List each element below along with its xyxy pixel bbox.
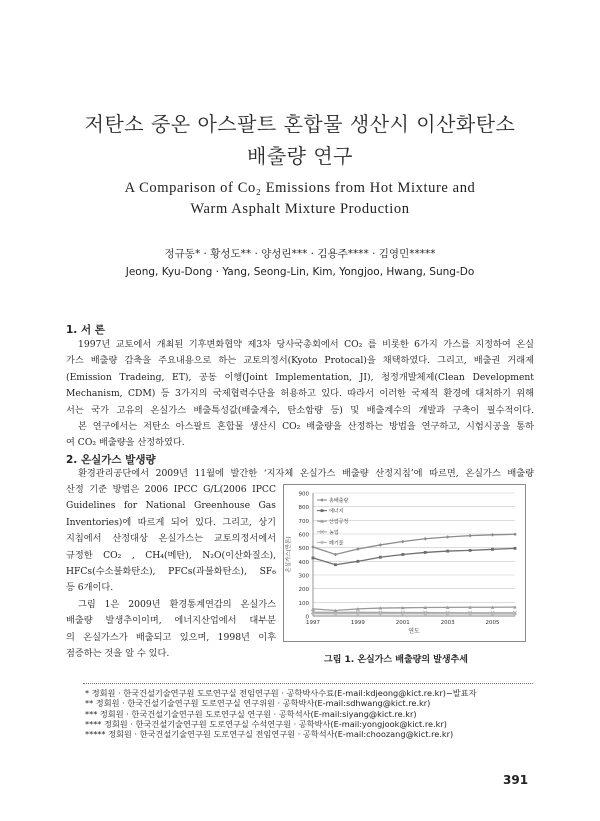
section2-line: 배출량 발생추이이며, 에너지산업에서 대부분 [66, 615, 276, 627]
title-korean-line1: 저탄소 중온 아스팔트 혼합물 생산시 이산화탄소 [84, 112, 516, 136]
footnote-divider [83, 683, 533, 684]
y-tick-label: 500 [298, 546, 309, 553]
legend-label: 농업 [329, 529, 339, 536]
y-tick-label: 900 [298, 491, 309, 498]
data-point [469, 549, 472, 552]
title-english-line1: A Comparison of Co₂ Emissions from Hot Mixture and [124, 180, 476, 196]
title-korean-line2: 배출량 연구 [247, 144, 353, 168]
x-tick-label: 2005 [485, 620, 500, 626]
section2-line: 환경관리공단에서 2009년 11월에 발간한 ‘지자체 온실가스 배출량 산정지침’에 따르면, 온실가스 배출량 [78, 468, 534, 479]
section1-line: 본 연구에서는 저탄소 아스팔트 혼합물 생산시 CO₂ 배출량을 산정하는 방법을 연구하고, 시험시공을 통하 [78, 421, 534, 433]
section1-line: 가스 배출량 감축을 주요내용으로 하는 교토의정서(Kyoto Protocal)을 채택하였다. 그리고, 배출권 거래제 [66, 355, 534, 367]
section2-body-full [66, 466, 534, 482]
x-tick-label: 1999 [350, 620, 365, 626]
figure-caption: 그림 1. 온실가스 배출량의 발생추세 [324, 655, 468, 665]
authors-korean: 정규동* · 황성도** · 양성린*** · 김용주**** · 김영민***** [164, 248, 436, 260]
section1-line: Mechanism, CDM) 등 3가지의 국제협력수단을 허용하고 있다. 따라서 이러한 국제적 환경에 대처하기 위해 [66, 388, 534, 400]
y-axis-label: 온실가스(만톤) [286, 536, 292, 573]
title-english-line2: Warm Asphalt Mixture Production [190, 201, 410, 217]
footnote-4: **** 정회원 · 한국건설기술연구원 도로연구실 수석연구원 · 공학박사(E-mail:yongjook@kict.re.kr) [85, 718, 447, 729]
y-tick-label: 300 [298, 573, 309, 580]
data-point [424, 551, 427, 554]
section2-body-column [66, 482, 276, 662]
x-tick-label: 2001 [395, 620, 410, 626]
legend-label: 산업공정 [329, 519, 349, 526]
section1-line: 여 CO₂ 배출량을 산정하였다. [66, 437, 185, 449]
footnote-1: * 정회원 · 한국건설기술연구원 도로연구실 전임연구원 · 공학박사수료(E-mail:kdjeong@kict.re.kr)−발표자 [85, 688, 477, 698]
emissions-trend-chart [283, 484, 526, 642]
y-tick-label: 800 [298, 505, 309, 512]
footnote-2: ** 정회원 · 한국건설기술연구원 도로연구실 연구위원 · 공학박사(E-mail:sdhwang@kict.re.kr) [85, 698, 431, 709]
section2-line: 점증하는 것을 알 수 있다. [66, 648, 170, 660]
x-tick-label: 2003 [440, 620, 455, 626]
section1-line: 1997년 교토에서 개최된 기후변화협약 제3차 당사국총회에서 CO₂ 를 비롯한 6가지 가스를 지정하여 온실 [78, 339, 534, 350]
section2-line: 그림 1은 2009년 환경통계연감의 온실가스 [78, 598, 276, 610]
y-tick-label: 200 [298, 587, 309, 594]
y-tick-label: 700 [298, 518, 309, 525]
legend-label: 총배출량 [329, 498, 349, 504]
data-point [312, 556, 315, 559]
footnotes [85, 688, 476, 739]
section1-body [66, 337, 534, 452]
section2-line: 등 6개이다. [66, 582, 114, 594]
section2-line: 지침에서 산정대상 온실가스는 교토의정서에서 [66, 533, 276, 545]
x-axis-label: 연도 [408, 628, 420, 635]
section1-line: 서는 국가 고유의 온실가스 배출특성값(배출계수, 탄소함량 등) 및 배출계수의 개발과 구축이 필수적이다. [66, 404, 534, 416]
section2-heading: 2. 온실가스 발생량 [66, 454, 156, 466]
data-point [401, 553, 404, 556]
section2-line: 의 온실가스가 배출되고 있으며, 1998년 이후 [66, 631, 276, 643]
data-point [491, 548, 494, 551]
data-point [514, 547, 517, 550]
series-line [313, 612, 515, 613]
authors-english: Jeong, Kyu-Dong · Yang, Seong-Lin, Kim, Yongjoo, Hwang, Sung-Do [125, 266, 475, 278]
section2-line: Guidelines for National Greenhouse Gas [66, 500, 276, 512]
data-point [379, 556, 382, 559]
y-tick-label: 400 [298, 559, 309, 566]
section2-line: 규정한 CO₂ , CH₄(메탄), N₂O(이산화질소), [66, 549, 276, 561]
data-point [334, 563, 337, 566]
x-tick-label: 1997 [306, 620, 320, 626]
data-point [321, 509, 324, 512]
legend-label: 폐기물 [329, 540, 344, 547]
page-number: 391 [503, 773, 529, 787]
data-point [446, 550, 449, 553]
section2-line: Inventories)에 따르게 되어 있다. 그리고, 상기 [66, 516, 276, 528]
y-tick-label: 600 [298, 532, 309, 539]
footnote-5: ***** 정회원 · 한국건설기술연구원 도로연구실 전임연구원 · 공학석사(E-mail:choozang@kict.re.kr) [85, 729, 454, 740]
y-tick-label: 0 [305, 614, 309, 621]
data-point [356, 560, 359, 563]
legend-label: 에너지 [329, 508, 344, 515]
section2-line: HFCs(수소불화탄소), PFCs(과불화탄소), SF₆ [66, 566, 276, 578]
section1-line: (Emission Tradeing, ET), 공동 이행(Joint Implementation, JI), 청정개발체제(Clean Development [66, 371, 534, 383]
y-tick-label: 100 [298, 600, 309, 607]
footnote-3: *** 정회원 · 한국건설기술연구원 도로연구실 연구원 · 공학석사(E-mail:siyang@kict.re.kr) [85, 708, 417, 719]
section1-heading: 1. 서 론 [66, 324, 105, 336]
section2-line: 산정 기준 방법은 2006 IPCC G/L(2006 IPCC [66, 484, 276, 495]
chart-frame [284, 485, 526, 642]
